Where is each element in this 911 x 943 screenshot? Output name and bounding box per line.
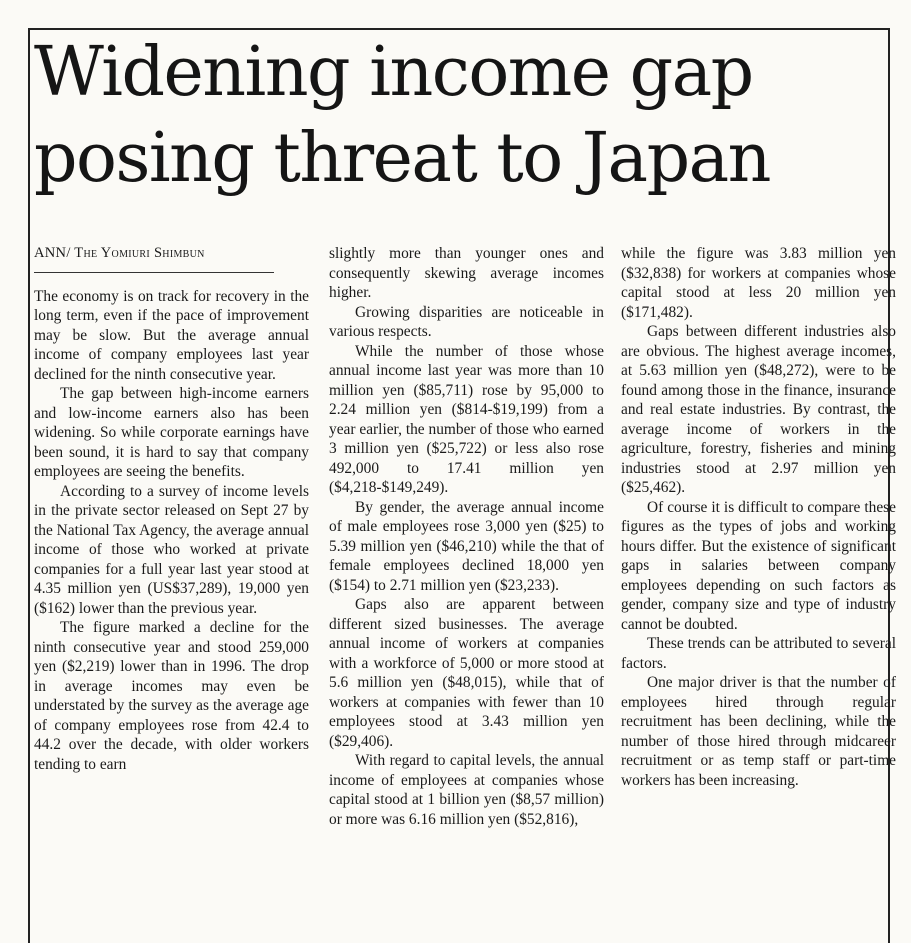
paragraph: Gaps also are apparent between different sized businesses. The average annual income of workers at companies with a workforce of 5,000 or more stood at 5.6 million yen ($48,015), while that of workers at companies with fewer than 10 employees stood at 3.43 million yen ($29,406). [329, 596, 604, 750]
headline: Widening income gap posing threat to Japan [34, 33, 770, 198]
paragraph: Growing disparities are noticeable in various respects. [329, 303, 604, 340]
paragraph: Gaps between different industries also are obvious. The highest average incomes, at 5.63 million yen ($48,272), were to be found among those in the finance, insurance and real estate industries. By contrast, the average income of workers in the agriculture, forestry, fisheries and mining industries stood at 2.97 million yen ($25,462). [621, 323, 896, 496]
paragraph: By gender, the average annual income of male employees rose 3,000 yen ($25) to 5.39 million yen ($46,210) while the that of female employees declined 18,000 yen ($154) to 2.71 million yen ($23,233). [329, 498, 604, 594]
article-column-3 [621, 244, 896, 790]
paragraph: One major driver is that the number of employees hired through regular recruitment has been declining, while the number of those hired through midcareer recruitment or as temp staff or part-time workers has been increasing. [621, 674, 896, 789]
byline: ANN/ The Yomiuri Shimbun [34, 244, 274, 273]
paragraph: slightly more than younger ones and consequently skewing average incomes higher. [329, 245, 604, 301]
paragraph: With regard to capital levels, the annual income of employees at companies whose capital stood at 1 billion yen ($8,57 million) or more was 6.16 million yen ($52,816), [329, 752, 604, 828]
article-column-2 [329, 244, 604, 829]
paragraph: Of course it is difficult to compare these figures as the types of jobs and working hours differ. But the existence of significant gaps in salaries between company employees depending on such factors as gender, company size and type of industry cannot be doubted. [621, 498, 896, 633]
article-column-1 [34, 244, 309, 774]
paragraph: while the figure was 3.83 million yen ($32,838) for workers at companies whose capital stood at less 20 million yen ($171,482). [621, 245, 896, 321]
paragraph: The economy is on track for recovery in the long term, even if the pace of improvement may be slow. But the average annual income of company employees last year declined for the ninth consecutive year. [34, 287, 309, 383]
paragraph: The figure marked a decline for the ninth consecutive year and stood 259,000 yen ($2,219) lower than in 1996. The drop in average incomes may even be understated by the survey as the average age of company employees rose from 42.4 to 44.2 over the decade, with older workers tending to earn [34, 619, 309, 773]
paragraph: These trends can be attributed to several factors. [621, 635, 896, 672]
paragraph: According to a survey of income levels in the private sector released on Sept 27 by the National Tax Agency, the average annual income of those who worked at private companies for a full year last year stood at 4.35 million yen (US$37,289), 19,000 yen ($162) lower than the previous year. [34, 482, 309, 617]
paragraph: While the number of those whose annual income last year was more than 10 million yen ($85,711) rose by 95,000 to 2.24 million yen ($814-$19,199) from a year earlier, the number of those who earned 3 million yen ($25,722) or less also rose 492,000 to 17.41 million yen ($4,218-$149,249). [329, 342, 604, 496]
paragraph: The gap between high-income earners and low-income earners also has been widening. So while corporate earnings have been sound, it is hard to say that company employees are seeing the benefits. [34, 385, 309, 480]
